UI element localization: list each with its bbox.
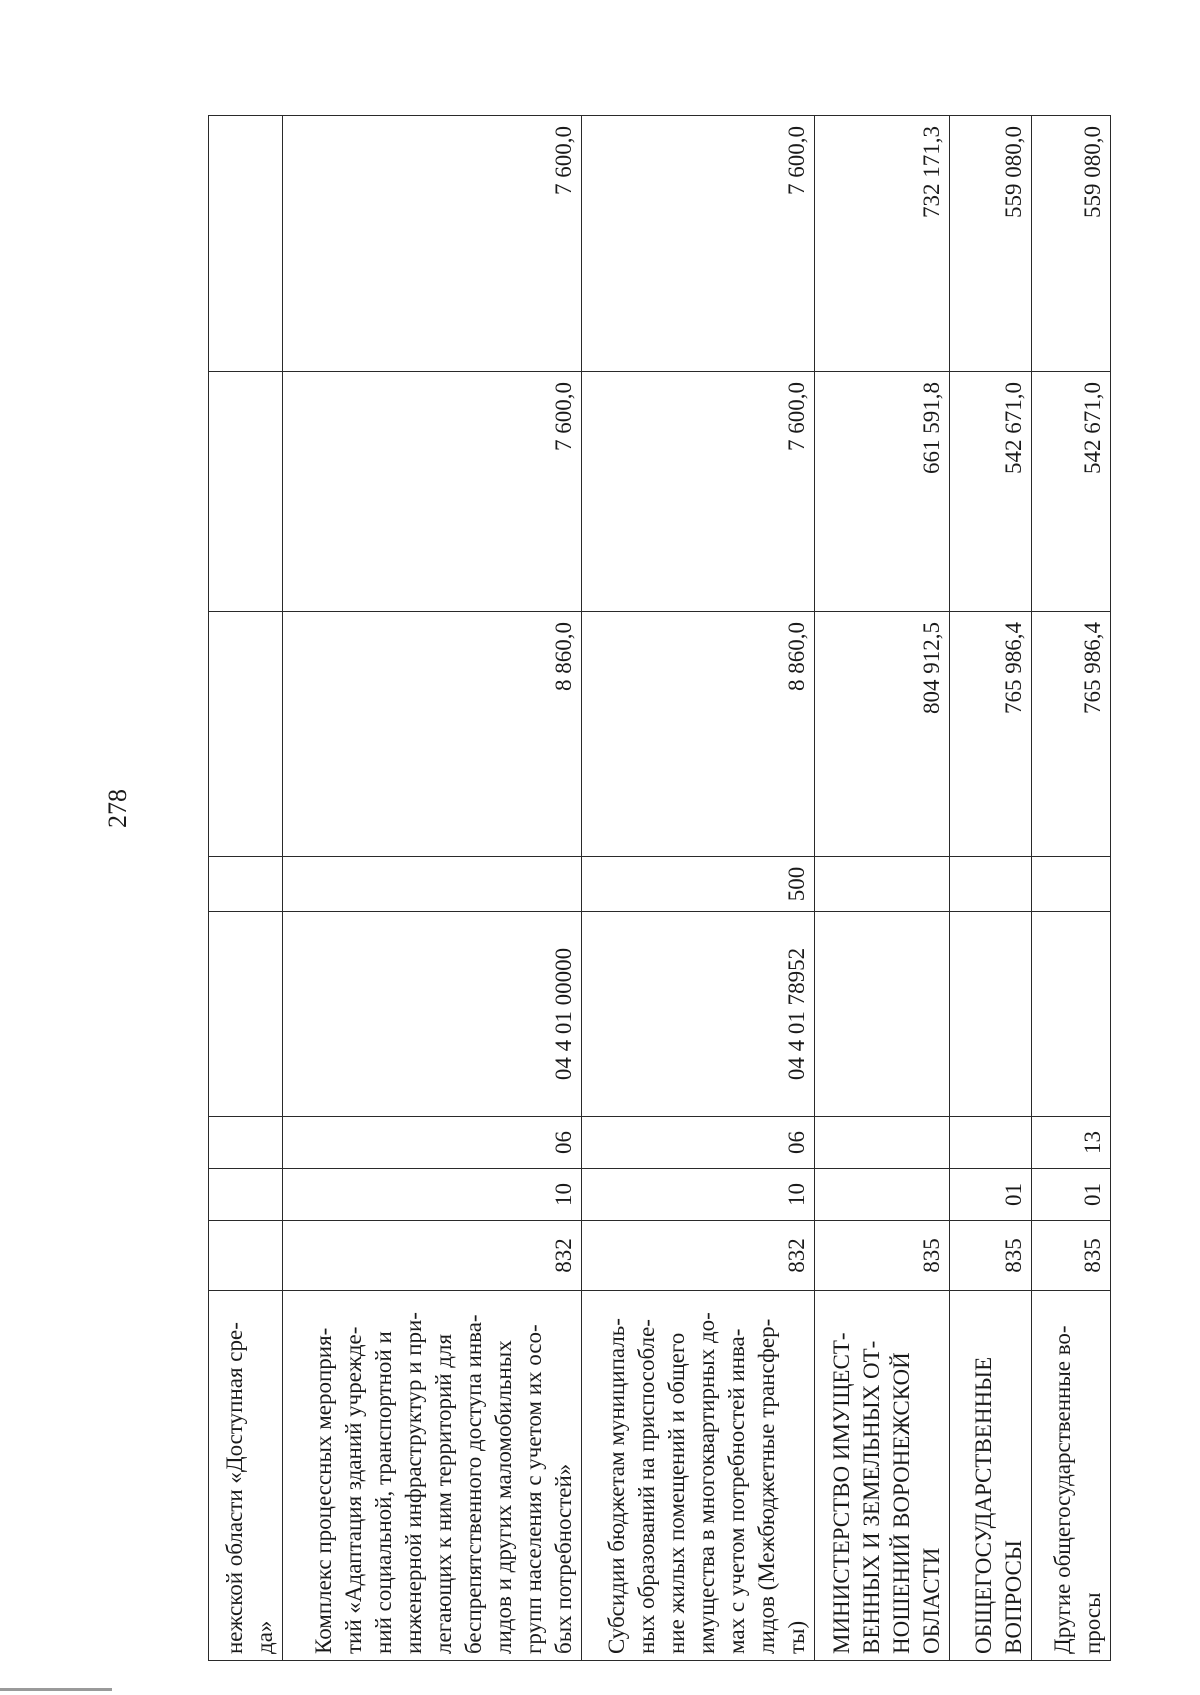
amount-year-1: 765 986,4 (950, 612, 1032, 857)
amount-year-3: 559 080,0 (950, 116, 1032, 372)
expense-type-code (950, 857, 1032, 912)
scan-edge-mark (0, 1688, 112, 1691)
expense-type-code (283, 857, 582, 912)
amount-year-1: 804 912,5 (814, 612, 949, 857)
row-name-line: инженерной инфраструктур и при- (401, 1312, 427, 1654)
row-name-line: НОШЕНИЙ ВОРОНЕЖСКОЙ (889, 1352, 915, 1654)
section-code (209, 1169, 283, 1221)
section-code: 10 (283, 1169, 582, 1221)
budget-table (208, 115, 1111, 1661)
subsection-code: 06 (283, 1117, 582, 1169)
page-number: 278 (103, 789, 132, 828)
amount-year-1: 765 986,4 (1031, 612, 1110, 857)
budget-table-rotated (208, 116, 1111, 1661)
row-name-line: Субсидии бюджетам муниципаль- (603, 1318, 629, 1654)
amount-year-1 (209, 612, 283, 857)
expense-type-code (814, 857, 949, 912)
row-name-line: ний социальной, транспортной и (371, 1331, 397, 1654)
gov-code: 832 (582, 1221, 815, 1291)
expense-type-code (209, 857, 283, 912)
amount-year-2 (209, 372, 283, 612)
subsection-code: 13 (1031, 1117, 1110, 1169)
row-name-line: нежской области «Доступная сре- (222, 1322, 247, 1654)
amount-year-2: 7 600,0 (283, 372, 582, 612)
gov-code: 835 (1031, 1221, 1110, 1291)
row-name-line: Комплекс процессных мероприя- (311, 1327, 337, 1654)
row-name-line: ВОПРОСЫ (1000, 1540, 1026, 1654)
row-name-line: просы (1080, 1592, 1105, 1654)
table-row (814, 116, 949, 1661)
gov-code: 832 (283, 1221, 582, 1291)
target-article-code (814, 912, 949, 1117)
subsection-code (950, 1117, 1032, 1169)
row-name-line: имущества в многоквартирных до- (693, 1312, 719, 1654)
amount-year-3: 732 171,3 (814, 116, 949, 372)
row-name-line: ВЕННЫХ И ЗЕМЕЛЬНЫХ ОТ- (859, 1340, 885, 1654)
amount-year-2: 661 591,8 (814, 372, 949, 612)
gov-code (209, 1221, 283, 1291)
row-name-line: ние жилых помещений и общего (663, 1332, 689, 1654)
row-name (283, 1291, 582, 1661)
row-name-line: групп населения с учетом их осо- (521, 1324, 547, 1654)
row-name-line: да» (252, 1620, 277, 1654)
row-name-line: ОБЩЕГОСУДАРСТВЕННЫЕ (970, 1356, 996, 1654)
row-name-line: мах с учетом потребностей инва- (723, 1328, 749, 1654)
row-name-line: беспрепятственного доступа инва- (461, 1314, 487, 1654)
table-row (283, 116, 582, 1661)
row-name-line: Другие общегосударственные во- (1050, 1325, 1075, 1654)
target-article-code (1031, 912, 1110, 1117)
table-row (950, 116, 1032, 1661)
row-name-line: МИНИСТЕРСТВО ИМУЩЕСТ- (829, 1332, 855, 1654)
row-name (950, 1291, 1032, 1661)
row-name-line: легающих к ним территорий для (431, 1333, 457, 1654)
amount-year-1: 8 860,0 (582, 612, 815, 857)
subsection-code: 06 (582, 1117, 815, 1169)
amount-year-3: 7 600,0 (582, 116, 815, 372)
amount-year-3: 559 080,0 (1031, 116, 1110, 372)
row-name-line: ты) (783, 1620, 809, 1654)
expense-type-code: 500 (582, 857, 815, 912)
target-article-code: 04 4 01 78952 (582, 912, 815, 1117)
section-code: 10 (582, 1169, 815, 1221)
row-name-line: лидов (Межбюджетные трансфер- (753, 1318, 779, 1654)
expense-type-code (1031, 857, 1110, 912)
section-code (814, 1169, 949, 1221)
table-row (1031, 116, 1110, 1661)
target-article-code (209, 912, 283, 1117)
row-name-line: тий «Адаптация зданий учрежде- (341, 1326, 367, 1654)
amount-year-3 (209, 116, 283, 372)
table-row (582, 116, 815, 1661)
row-name (209, 1291, 283, 1661)
subsection-code (814, 1117, 949, 1169)
table-row (209, 116, 283, 1661)
amount-year-2: 542 671,0 (1031, 372, 1110, 612)
amount-year-1: 8 860,0 (283, 612, 582, 857)
section-code: 01 (1031, 1169, 1110, 1221)
row-name (1031, 1291, 1110, 1661)
row-name (582, 1291, 815, 1661)
row-name-line: бых потребностей» (551, 1463, 577, 1654)
row-name-line: лидов и других маломобильных (491, 1340, 517, 1654)
section-code: 01 (950, 1169, 1032, 1221)
amount-year-2: 7 600,0 (582, 372, 815, 612)
row-name-line: ОБЛАСТИ (919, 1547, 945, 1654)
subsection-code (209, 1117, 283, 1169)
row-name-line: ных образований на приспособле- (633, 1319, 659, 1654)
gov-code: 835 (814, 1221, 949, 1291)
target-article-code: 04 4 01 00000 (283, 912, 582, 1117)
target-article-code (950, 912, 1032, 1117)
gov-code: 835 (950, 1221, 1032, 1291)
row-name (814, 1291, 949, 1661)
amount-year-2: 542 671,0 (950, 372, 1032, 612)
amount-year-3: 7 600,0 (283, 116, 582, 372)
